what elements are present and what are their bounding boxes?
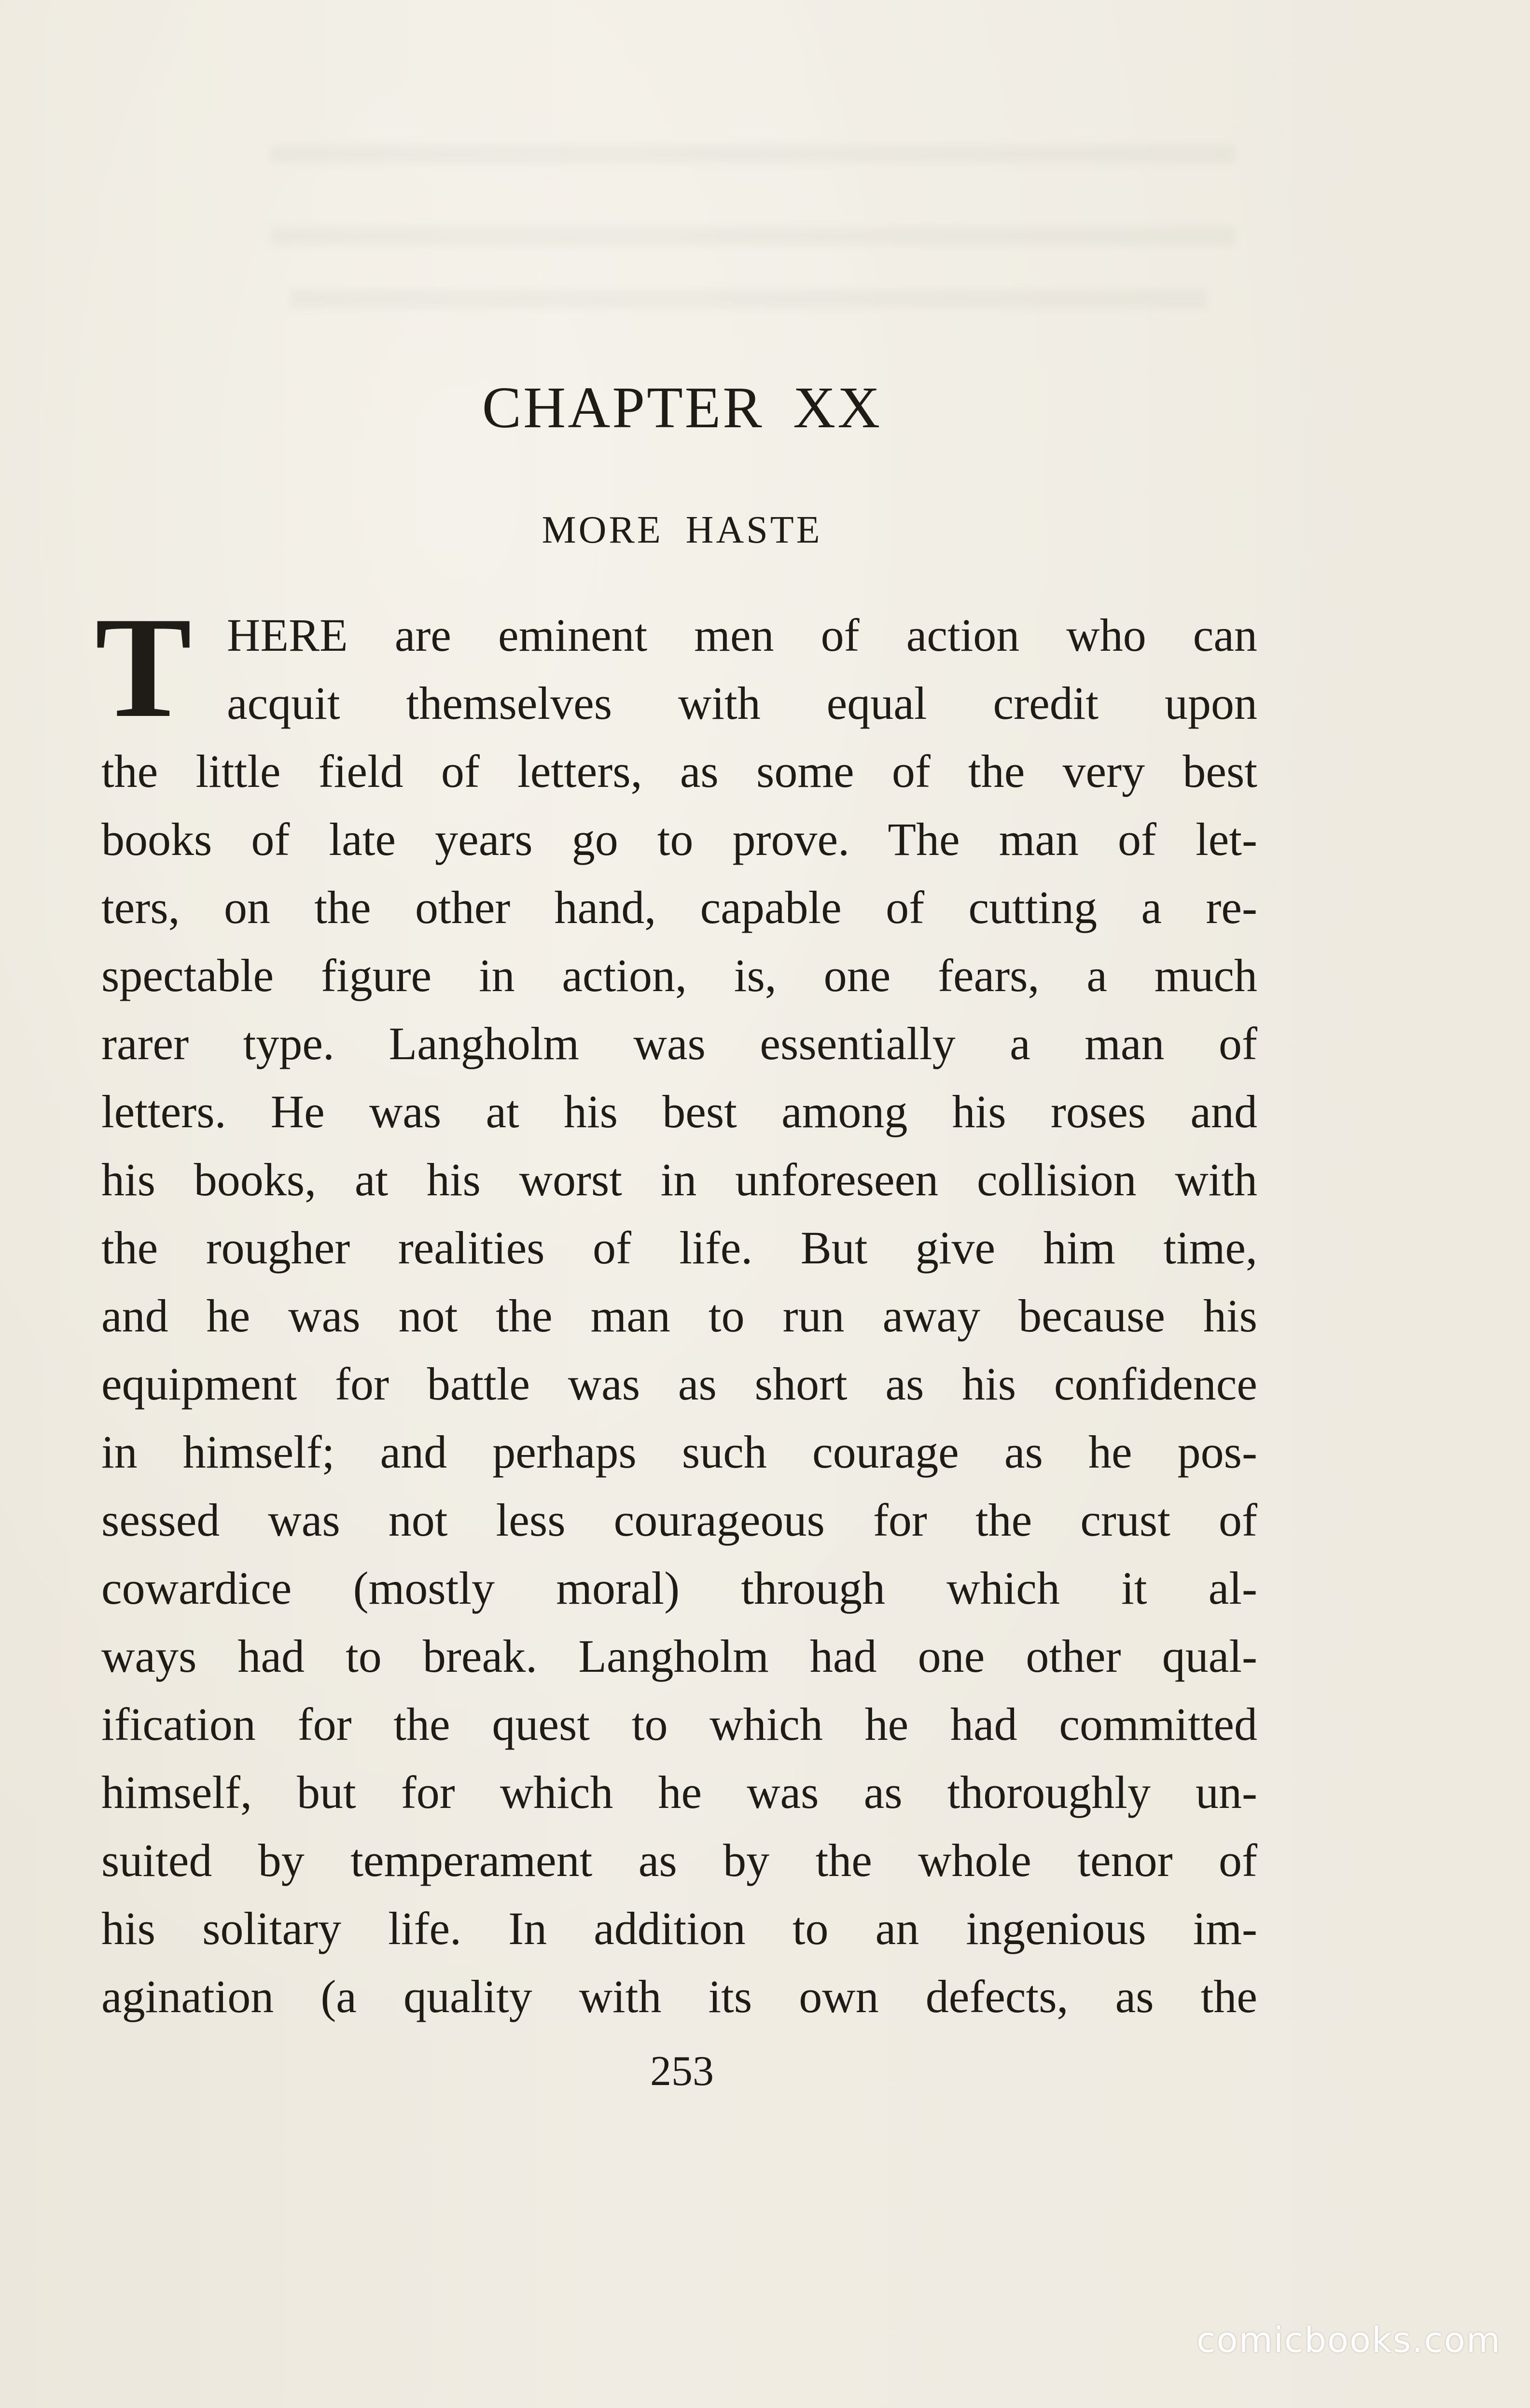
watermark: comicbooks.com [1196, 2320, 1501, 2360]
bleed-through [290, 290, 1207, 308]
text-line: spectable figure in action, is, one fears, a much [101, 950, 1257, 1001]
text-line: ification for the quest to which he had committed [101, 1698, 1257, 1750]
chapter-title: CHAPTER XX [482, 375, 882, 440]
text-line: HERE are eminent men of action who can [227, 609, 1257, 661]
text-line: sessed was not less courageous for the crust of [101, 1494, 1257, 1546]
text-line: and he was not the man to run away because his [101, 1290, 1257, 1342]
page-number: 253 [650, 2048, 714, 2095]
text-line: ters, on the other hand, capable of cutting a re- [101, 882, 1257, 933]
text-line: the little field of letters, as some of the very best [101, 745, 1257, 797]
text-line: ways had to break. Langholm had one other qual- [101, 1630, 1257, 1682]
text-line: cowardice (mostly moral) through which it al- [101, 1562, 1257, 1614]
bleed-through [270, 145, 1236, 163]
text-line: his solitary life. In addition to an ingenious im- [101, 1903, 1257, 1954]
text-line: agination (a quality with its own defects, as the [101, 1971, 1257, 2022]
drop-cap: T [95, 587, 192, 747]
text-line: rarer type. Langholm was essentially a man of [101, 1018, 1257, 1069]
text-line: acquit themselves with equal credit upon [227, 677, 1257, 729]
chapter-subtitle: MORE HASTE [542, 509, 822, 551]
text-line: his books, at his worst in unforeseen collision with [101, 1154, 1257, 1205]
text-line: books of late years go to prove. The man of let- [101, 813, 1257, 865]
text-line: himself, but for which he was as thoroughly un- [101, 1766, 1257, 1818]
text-line: letters. He was at his best among his roses and [101, 1086, 1257, 1137]
text-line: the rougher realities of life. But give him time, [101, 1222, 1257, 1274]
text-line: in himself; and perhaps such courage as he pos- [101, 1426, 1257, 1478]
text-line: suited by temperament as by the whole tenor of [101, 1834, 1257, 1886]
bleed-through [270, 227, 1236, 245]
text-line: equipment for battle was as short as his confidence [101, 1358, 1257, 1410]
